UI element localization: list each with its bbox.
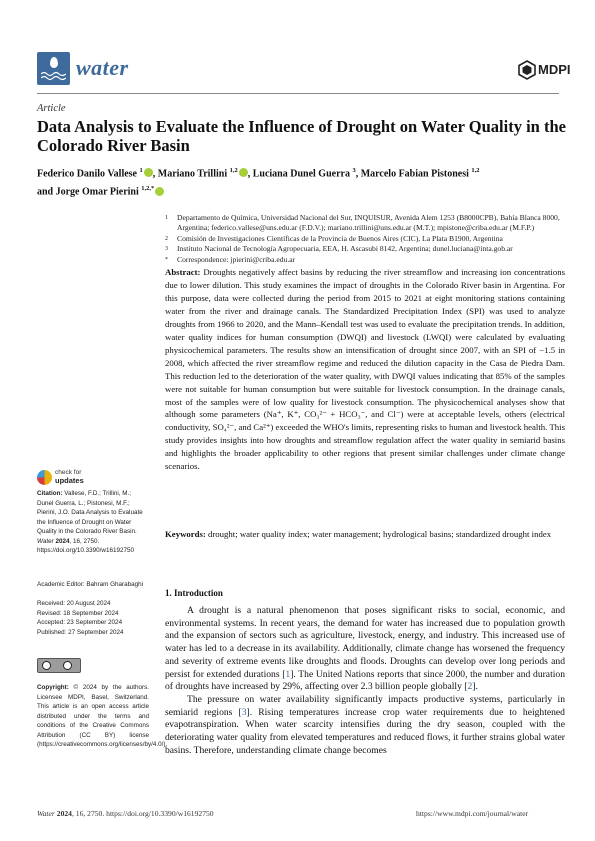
author-affiliation-marker: 3 <box>352 167 356 174</box>
abstract-label: Abstract: <box>165 267 201 277</box>
paragraph-text: ]. The United Nations reports that since 2000, the number and duration of droughts have increased by 29%, affecting over 2.3 billion people globally [ <box>165 668 565 693</box>
cc-by-license-icon[interactable] <box>37 658 81 673</box>
introduction-body <box>165 605 565 757</box>
publication-dates <box>37 599 149 637</box>
paragraph-text: ]. Rising temperatures increase crop water requirements due to heightened evapotranspiration. When water scarcity intensifies during the dry season, coupled with the deteriorating water quality from elevated temperatures and reduced flows, it further strains global water basins. Therefore, understanding climate change becomes <box>165 706 565 756</box>
publisher-name[interactable]: MDPI <box>538 62 571 77</box>
copyright-text: © 2024 by the authors. Licensee MDPI, Basel, Switzerland. This article is an open access article distributed under the terms and conditions of the Creative Commons Attribution (CC BY) license (https://creativecommons.org/licenses/by/4.0/). <box>37 684 168 748</box>
affiliation-item <box>165 234 565 244</box>
citation-journal: Water <box>37 537 54 545</box>
journal-name[interactable]: water <box>76 55 129 80</box>
article-title: Data Analysis to Evaluate the Influence of Drought on Water Quality in the Colorado River Basin <box>37 117 566 155</box>
intro-paragraph-1 <box>165 605 565 694</box>
author-name[interactable]: and Jorge Omar Pierini <box>37 186 142 198</box>
affiliations <box>165 213 565 265</box>
author-name[interactable]: Federico Danilo Vallese <box>37 168 140 180</box>
orcid-icon[interactable] <box>155 187 164 196</box>
copyright-block <box>37 683 168 750</box>
affiliation-text: Instituto Nacional de Tecnología Agropecuaria, EEA, H. Ascasubi 8142, Argentina; dunel.luciana@inta.gob.ar <box>177 244 513 254</box>
reference-link[interactable]: 1 <box>285 668 291 680</box>
received-date: Received: 20 August 2024 <box>37 600 111 607</box>
author-name[interactable]: Marcelo Fabian Pistonesi <box>360 168 472 180</box>
water-drop-icon <box>50 57 58 68</box>
waves-icon <box>41 71 66 81</box>
check-for-updates-label[interactable]: check for updates <box>55 469 84 485</box>
author-affiliation-marker: 1 <box>139 167 143 174</box>
affiliation-number: * <box>165 256 168 263</box>
footer-journal-url[interactable]: https://www.mdpi.com/journal/water <box>416 809 529 818</box>
header-divider <box>37 93 559 94</box>
copyright-label: Copyright: <box>37 684 69 691</box>
orcid-icon[interactable] <box>144 168 153 177</box>
check-for-updates-icon[interactable] <box>37 470 52 485</box>
paragraph-text: A drought is a natural phenomenon that poses significant risks to social, economic, and environmental systems. In recent years, the demand for water has increased due to population growth and the expansion of sectors such as agriculture, livestock, energy, and industry. This increased use of water has led to a decrease in its availability. Additionally, climate change has worsened the frequency and severity of extreme events like droughts and floods. Droughts can develop over long periods and persist for extended durations [ <box>165 605 565 680</box>
keywords <box>165 528 565 541</box>
keywords-label: Keywords: <box>165 529 206 539</box>
article-type: Article <box>37 103 66 114</box>
revised-date: Revised: 18 September 2024 <box>37 609 119 617</box>
affiliation-text: Comisión de Investigaciones Científicas de la Provincia de Buenos Aires (CIC), La Plata B1900, Argentina <box>177 233 503 243</box>
mdpi-logo-icon <box>517 60 537 80</box>
reference-link[interactable]: 2 <box>467 681 473 693</box>
affiliation-item <box>165 244 565 254</box>
author-name[interactable]: Mariano Trillini <box>157 168 230 180</box>
affiliation-number: 1 <box>165 215 168 221</box>
author-affiliation-marker: 1,2,* <box>141 185 155 193</box>
abstract-text: Droughts negatively affect basins by reducing the river streamflow and increasing ion concentrations due to lower dilution. This study examines the impact of droughts in the Colorado River basin in Argentina. For this purpose, data were collected during the period from 2015 to 2021 at eight monitoring stations containing water from the river and drainage canals. The Standardized Precipitation Index (SPI) was used to analyze droughts from 1966 to 2020, and the Mann–Kendall test was used to evaluate the precipitation trends. In addition, water quality indices for human consumption (DWQI) and livestock (LWQI) were calculated by evaluating physicochemical parameters. The results show an intensification of drought since 2007, with an SPI of −1.5 in 2008, which affected the river streamflow regime and reduced the dilution capacity in the Casa de Piedra Dam. This reduction led to the deterioration of the water quality, with DWQI values indicating that 85% of the samples were not suitable for human consumption but were suitable for livestock consumption. In the drainage canals, most of the samples were of low quality for livestock consumption. The physicochemical analyses show that although some parameters (Na⁺, K⁺, CO₃²⁻ + HCO₃⁻, and Cl⁻) were at acceptable levels, others (electrical conductivity, SO₄²⁻, and Ca²⁺) exceeded the WHO's limits, representing risks to human and livestock health. This study provides insights into how droughts and streamflow regulation affect the water quality in semiarid basins and highlights the broader applicability to other regions that present similar challenges under climate change scenarios. <box>165 267 565 472</box>
affiliation-text: Correspondence: jpierini@criba.edu.ar <box>177 254 296 264</box>
affiliation-number: 2 <box>165 235 168 242</box>
paragraph-text: The pressure on water availability significantly impacts productive systems, particularly in semiarid regions [ <box>165 693 565 718</box>
section-title-introduction: 1. Introduction <box>165 588 223 598</box>
orcid-icon[interactable] <box>239 168 248 177</box>
citation-doi[interactable]: , 16, 2750. https://doi.org/10.3390/w16192750 <box>37 537 134 554</box>
author-list: Federico Danilo Vallese $^1$ , Mariano Trillini $^{1,2}$ , Luciana Dunel Guerra $^3$, Marcelo Fabian Pistonesi $^{1,2}$ and Jorge Omar Pierini $^{1,2,*}$ <box>37 167 480 198</box>
author-affiliation-marker: 1,2 <box>229 167 238 174</box>
affiliation-item <box>165 213 565 234</box>
author-affiliation-marker: 1,2 <box>471 167 480 174</box>
published-date: Published: 27 September 2024 <box>37 628 124 636</box>
citation-text: Vallese, F.D.; Trillini, M.; Dunel Guerra, L.; Pistonesi, M.F.; Pierini, J.O. Data Analysis to Evaluate the Influence of Drought on Water Quality in the Colorado River Basin. <box>37 490 143 535</box>
affiliation-item <box>165 255 565 265</box>
reference-link[interactable]: 3 <box>241 706 247 718</box>
keywords-text: drought; water quality index; water management; hydrological basins; standardized drought index <box>208 529 552 539</box>
intro-paragraph-2 <box>165 694 565 758</box>
citation-block <box>37 489 149 556</box>
affiliation-number: 3 <box>165 246 168 253</box>
accepted-date: Accepted: 23 September 2024 <box>37 619 123 626</box>
abstract <box>165 266 565 473</box>
citation-label: Citation: <box>37 490 63 497</box>
citation-year: 2024 <box>55 537 70 545</box>
author-name[interactable]: Luciana Dunel Guerra <box>252 168 353 180</box>
academic-editor: Academic Editor: Bahram Gharabaghi <box>37 581 144 588</box>
affiliation-text: Departamento de Química, Universidad Nacional del Sur, INQUISUR, Avenida Alem 1253 (B8000CPB), Bahía Blanca 8000, Argentina; federico.vallese@uns.edu.ar (F.D.V.); mariano.trillini@uns.edu.ar (M.T.); mpistone@criba.edu.ar (M.F.P.) <box>177 213 560 233</box>
footer-citation: Water 2024, 16, 2750. https://doi.org/10.3390/w16192750 <box>37 809 214 818</box>
paragraph-text: ]. <box>472 681 478 693</box>
